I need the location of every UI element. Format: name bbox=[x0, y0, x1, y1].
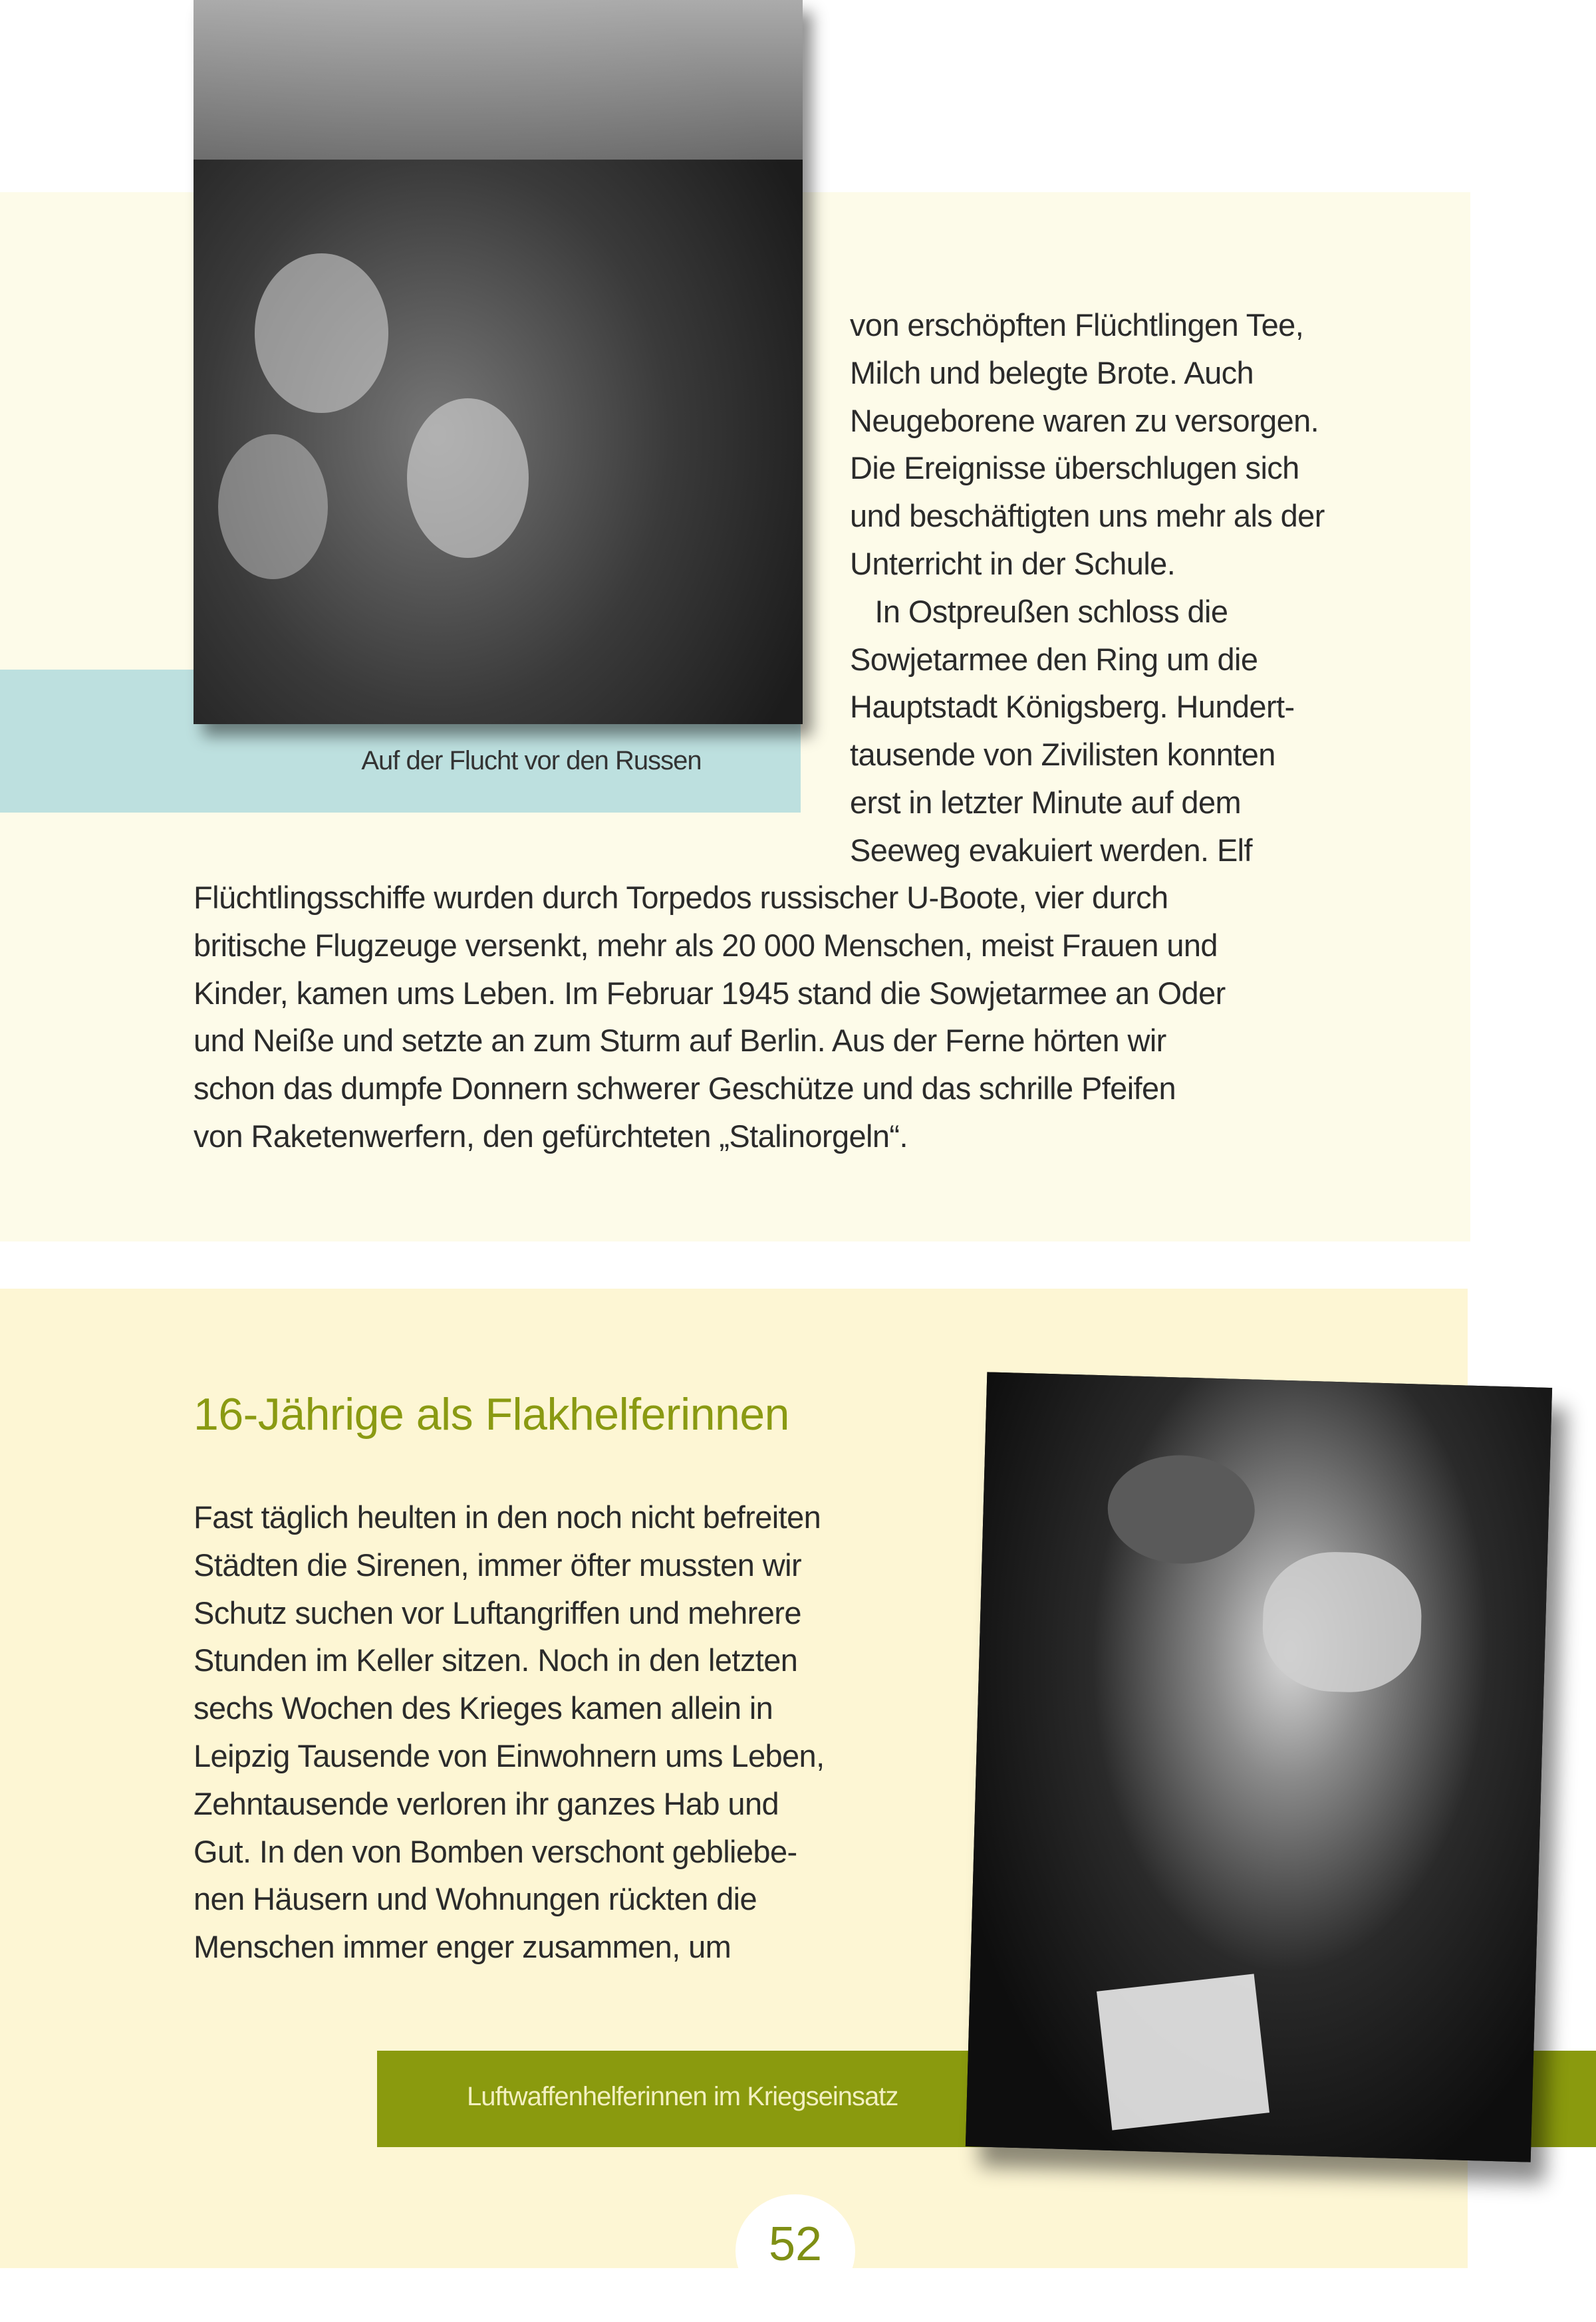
text-line: britische Flugzeuge versenkt, mehr als 20 000 Menschen, meist Frauen und bbox=[194, 927, 1218, 963]
refugee-children-photo bbox=[194, 0, 803, 724]
text-line: und Neiße und setzte an zum Sturm auf Berlin. Aus der Ferne hörten wir bbox=[194, 1023, 1166, 1059]
text-line: Sowjetarmee den Ring um die bbox=[850, 641, 1258, 677]
text-line: In Ostpreußen schloss die bbox=[850, 593, 1228, 629]
text-line: Städten die Sirenen, immer öfter mussten wir bbox=[194, 1547, 801, 1583]
text-line: sechs Wochen des Krieges kamen allein in bbox=[194, 1690, 773, 1726]
text-line: Seeweg evakuiert werden. Elf bbox=[850, 832, 1252, 868]
text-line: von erschöpften Flüchtlingen Tee, bbox=[850, 307, 1304, 342]
full-width-text bbox=[194, 874, 1226, 1160]
text-line: tausende von Zivilisten konnten bbox=[850, 737, 1275, 773]
flak-helpers-photo bbox=[966, 1372, 1552, 2162]
photo-caption-refugees: Auf der Flucht vor den Russen bbox=[361, 746, 702, 775]
text-line: Leipzig Tausende von Einwohnern ums Leben, bbox=[194, 1738, 825, 1773]
text-line: und beschäftigten uns mehr als der bbox=[850, 498, 1325, 534]
section-heading: 16-Jährige als Flakhelferinnen bbox=[194, 1389, 789, 1440]
text-line: Die Ereignisse überschlugen sich bbox=[850, 450, 1299, 486]
text-line: Schutz suchen vor Luftangriffen und mehrere bbox=[194, 1595, 801, 1630]
right-column-text bbox=[850, 301, 1325, 874]
text-line: Fast täglich heulten in den noch nicht befreiten bbox=[194, 1499, 821, 1535]
text-line: erst in letzter Minute auf dem bbox=[850, 784, 1242, 820]
text-line: Gut. In den von Bomben verschont gebliebe- bbox=[194, 1833, 797, 1869]
text-line: Milch und belegte Brote. Auch bbox=[850, 354, 1254, 390]
text-line: Flüchtlingsschiffe wurden durch Torpedos russischer U-Boote, vier durch bbox=[194, 880, 1168, 915]
text-line: Unterricht in der Schule. bbox=[850, 545, 1176, 581]
section-body-text bbox=[194, 1493, 825, 1971]
text-line: schon das dumpfe Donnern schwerer Geschütze und das schrille Pfeifen bbox=[194, 1071, 1176, 1106]
text-line: von Raketenwerfern, den gefürchteten „Stalinorgeln“. bbox=[194, 1118, 908, 1154]
text-line: Kinder, kamen ums Leben. Im Februar 1945 stand die Sowjetarmee an Oder bbox=[194, 975, 1226, 1011]
page-number: 52 bbox=[735, 2194, 855, 2307]
text-line: Menschen immer enger zusammen, um bbox=[194, 1929, 732, 1965]
text-line: Neugeborene waren zu versorgen. bbox=[850, 402, 1319, 438]
text-line: nen Häusern und Wohnungen rückten die bbox=[194, 1881, 757, 1917]
text-line: Hauptstadt Königsberg. Hundert- bbox=[850, 689, 1295, 725]
photo-caption-helpers: Luftwaffenhelferinnen im Kriegseinsatz bbox=[467, 2082, 898, 2111]
text-line: Stunden im Keller sitzen. Noch in den letzten bbox=[194, 1642, 798, 1678]
text-line: Zehntausende verloren ihr ganzes Hab und bbox=[194, 1785, 779, 1821]
